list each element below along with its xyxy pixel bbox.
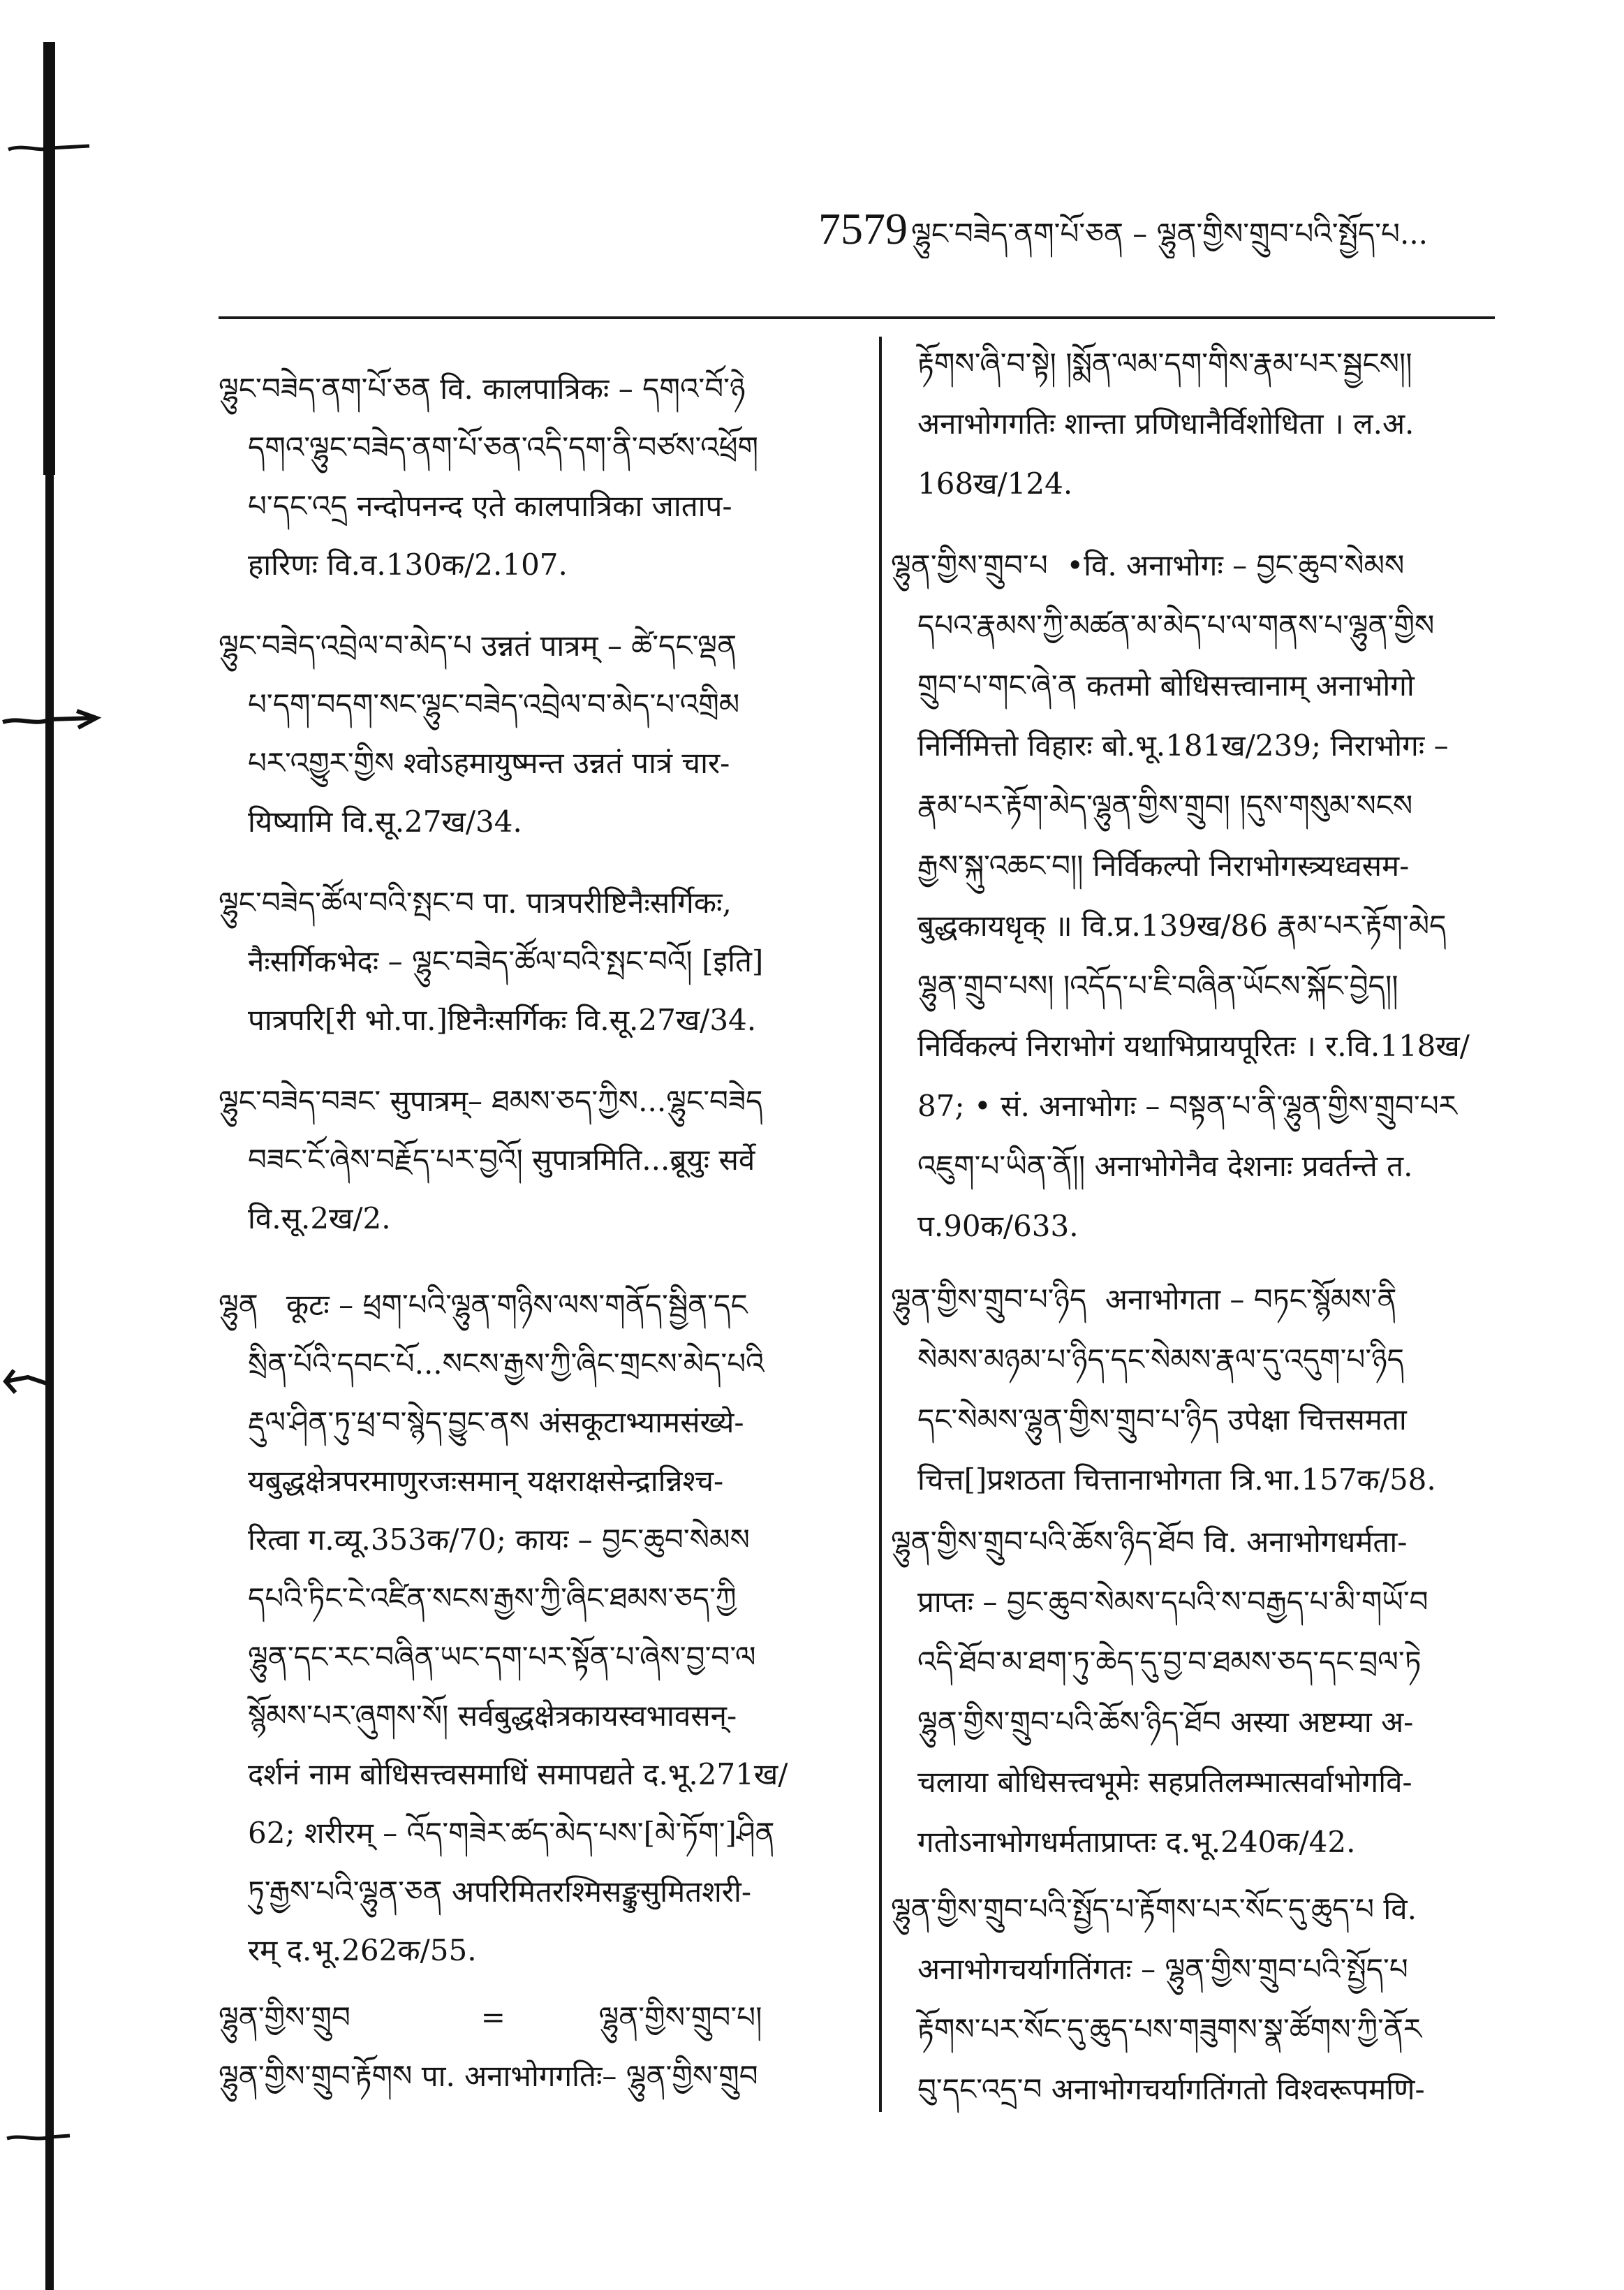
entry-headword-line: ལྷུན་གྱིས་གྲུབ་པའི་ཆོས་ཉིད་ཐོབ वि. अनाभोगधर्मता- xyxy=(891,1525,1408,1559)
entry-line: རྣམ་པར་རྟོག་མེད་ལྷུན་གྱིས་གྲུབ། །དུས་གསུམ་སངས xyxy=(917,788,1413,823)
entry-line: प्राप्तः – བྱང་ཆུབ་སེམས་དཔའི་ས་བརྒྱད་པ་མི་གཡོ་བ xyxy=(917,1585,1429,1619)
header-rule xyxy=(219,316,1495,319)
entry-line: དཔའི་ཏིང་ངེ་འཛིན་སངས་རྒྱས་ཀྱི་ཞིང་ཐམས་ཅད་ཀྱི xyxy=(248,1581,737,1615)
entry-line: ལྷུན་གྱིས་གྲུབ་པའི་ཆོས་ཉིད་ཐོབ अस्या अष्टम्या अ- xyxy=(917,1705,1414,1739)
entry-line: अनाभोगगतिः शान्ता प्रणिधानैर्विशोधिता । ल.अ. xyxy=(917,406,1415,441)
entry-line: དང་སེམས་ལྷུན་གྱིས་གྲུབ་པ་ཉིད उपेक्षा चित्तसमता xyxy=(917,1402,1407,1437)
dictionary-entry xyxy=(219,2047,841,2106)
entry-line: རྟོགས་པར་སོང་དུ་ཆུད་པས་གཟུགས་སྣ་ཚོགས་ཀྱི་ནོར xyxy=(917,2012,1422,2046)
binding-bar xyxy=(45,468,54,2290)
entry-line: निर्निमित्तो विहारः बो.भू.181ख/239; निराभोगः – xyxy=(917,728,1449,763)
right-column xyxy=(891,334,1497,2120)
entry-line: སྙོམས་པར་ཞུགས་སོ། सर्वबुद्धक्षेत्रकायस्वभावसन्- xyxy=(248,1698,737,1733)
entry-line: 168ख/124. xyxy=(917,467,1073,501)
entry-headword-line: ལྷུང་བཟེད་འབྲེལ་བ་མེད་པ उन्नतं पात्रम् – ཚེ་དང་ལྡན xyxy=(219,629,737,663)
entry-headword-line: ལྷུན་གྱིས་གྲུབ་རྟོགས पा. अनाभोगगतिः– ལྷུན་གྱིས་གྲུབ xyxy=(219,2059,758,2093)
entry-line: པ་དང་འདྲ नन्दोपनन्द एते कालपात्रिका जाताप- xyxy=(248,489,732,523)
entry-line: यिष्यामि वि.सू.27ख/34. xyxy=(248,805,522,839)
binding-edge xyxy=(0,0,112,2290)
entry-line: རྒྱས་སྐུ་འཆང་བ།། निर्विकल्पो निराभोगस्त्र्यध्वसम- xyxy=(917,849,1410,883)
dictionary-entry xyxy=(219,1988,841,2047)
entry-line: དཔའ་རྣམས་ཀྱི་མཚན་མ་མེད་པ་ལ་གནས་པ་ལྷུན་གྱིས xyxy=(917,608,1435,643)
entry-line: རྟོགས་ཞི་བ་སྟེ། །སྨོན་ལམ་དག་གིས་རྣམ་པར་སྦྱངས།། xyxy=(917,346,1412,381)
page-number: 7579 xyxy=(818,204,908,254)
entry-line: པར་འགྱུར་གྱིས श्वोऽहमायुष्मन्त उन्नतं पात्रं चार- xyxy=(248,746,730,780)
dictionary-entry xyxy=(891,1270,1497,1510)
column-divider xyxy=(879,337,882,2112)
entry-line: 87; • सं. अनाभोगः – བསྟན་པ་ནི་ལྷུན་གྱིས་གྲུབ་པར xyxy=(917,1089,1457,1123)
dictionary-entry xyxy=(219,617,841,851)
entry-headword-line: ལྷུན་གྱིས་གྲུབ་པ་ཉིད अनाभोगता – བཏང་སྙོམས་ནི xyxy=(891,1282,1397,1316)
dictionary-entry xyxy=(891,536,1497,1256)
entry-line: पात्रपरि[री भो.पा.]ष्टिनैःसर्गिकः वि.सू.27ख/34. xyxy=(248,1003,757,1037)
entry-line: འཇུག་པ་ཡིན་ནོ།། अनाभोगेनैव देशनाः प्रवर्तन्ते त. xyxy=(917,1149,1413,1183)
entry-headword-line: ལྷུང་བཟེད་ནག་པོ་ཅན वि. कालपात्रिकः – དགའ་བོ་ཉེ xyxy=(219,372,746,406)
dictionary-entry xyxy=(219,1072,841,1248)
entry-line: गतोऽनाभोगधर्मताप्राप्तः द.भू.240क/42. xyxy=(917,1825,1356,1859)
entry-line: སེམས་མཉམ་པ་ཉིད་དང་སེམས་རྣལ་དུ་འདུག་པ་ཉིད xyxy=(917,1342,1404,1377)
entry-line: नैःसर्गिकभेदः – ལྷུང་བཟེད་ཚོལ་བའི་སྤང་བའོ། [इति] xyxy=(248,944,764,978)
dictionary-entry xyxy=(219,360,841,594)
entry-line: हारिणः वि.व.130क/2.107. xyxy=(248,548,568,582)
entry-line: यबुद्धक्षेत्रपरमाणुरजःसमान् यक्षराक्षसेन्द्रान्निश्च- xyxy=(248,1464,724,1498)
binding-tick xyxy=(6,1370,49,1393)
entry-headword-line: ལྷུན कूटः – ཕྲག་པའི་ལྷུན་གཉིས་ལས་གནོད་སྦྱིན་དང xyxy=(219,1288,748,1322)
entry-line: अनाभोगचर्यागतिंगतः – ལྷུན་གྱིས་གྲུབ་པའི་སྤྱོད་པ xyxy=(917,1952,1408,1986)
running-head: ལྷུང་བཟེད་ནག་པོ་ཅན – ལྷུན་གྱིས་གྲུབ་པའི་སྤྱོད་པ... xyxy=(911,216,1429,251)
entry-line: སྲིན་པོའི་དབང་པོ...སངས་རྒྱས་ཀྱི་ཞིང་གྲངས་མེད་པའི xyxy=(248,1346,765,1381)
entry-line: दर्शनं नाम बोधिसत्त्वसमाधिं समापद्यते द.भू.271ख/ xyxy=(248,1757,788,1791)
entry-headword-line: ལྷུན་གྱིས་གྲུབ་པའི་སྤྱོད་པ་རྟོགས་པར་སོང་དུ་ཆུད་པ वि. xyxy=(891,1892,1417,1926)
entry-line: པ་དག་བདག་སང་ལྷུང་བཟེད་འབྲེལ་བ་མེད་པ་འགྲིམ xyxy=(248,687,740,721)
entry-line: ལྷུན་དང་རང་བཞིན་ཡང་དག་པར་སྟོན་པ་ཞེས་བྱ་བ་ལ xyxy=(248,1640,756,1674)
entry-line: रित्वा ग.व्यू.353क/70; कायः – བྱང་ཆུབ་སེམས xyxy=(248,1522,750,1557)
dictionary-entry xyxy=(891,334,1497,514)
entry-line: प.90क/633. xyxy=(917,1209,1079,1243)
entry-line: ལྷུན་གྲུབ་པས། །འདོད་པ་ཇི་བཞིན་ཡོངས་སྐོང་བྱེད།། xyxy=(917,969,1398,1003)
binding-tick xyxy=(7,2136,70,2138)
entry-line: वि.सू.2ख/2. xyxy=(248,1201,391,1235)
entry-headword-line: ལྷུན་གྱིས་གྲུབ་པ •वि. अनाभोगः – བྱང་ཆུབ་སེམས xyxy=(891,548,1405,582)
entry-line: निर्विकल्पं निराभोगं यथाभिप्रायपूरितः । र.वि.118ख/ xyxy=(917,1029,1470,1063)
entry-line: གྲུབ་པ་གང་ཞེ་ན कतमो बोधिसत्त्वानाम् अनाभोगो xyxy=(917,668,1415,703)
entry-line: ཏུ་རྒྱས་པའི་ལྷུན་ཅན अपरिमितरश्मिसङ्कुसुमितशरी- xyxy=(248,1874,752,1909)
dictionary-entry xyxy=(891,1879,1497,2120)
left-column xyxy=(219,360,841,2106)
dictionary-entry xyxy=(219,874,841,1050)
entry-line: བཟང་ངོ་ཞེས་བརྗོད་པར་བྱའོ། सुपात्रमिति...ब्रूयुः सर्वे xyxy=(248,1143,755,1177)
entry-line: बुद्धकायधृक् ॥ वि.प्र.139ख/86 རྣམ་པར་རྟོག་མེད xyxy=(917,909,1447,943)
entry-line: རྡུལ་ཤིན་ཏུ་ཕྲ་བ་སྙེད་བྱུང་ནས अंसकूटाभ्यामसंख्ये- xyxy=(248,1405,744,1439)
entry-line: འདི་ཐོབ་མ་ཐག་ཏུ་ཆེད་དུ་བྱ་བ་ཐམས་ཅད་དང་བྲལ་ཏེ xyxy=(917,1645,1422,1679)
binding-bar-top xyxy=(43,42,55,475)
entry-line: चित्त[]प्रशठता चित्तानाभोगता त्रि.भा.157क/58. xyxy=(917,1462,1436,1497)
dictionary-entry xyxy=(219,1276,841,1980)
entry-headword-line: ལྷུང་བཟེད་ཚོལ་བའི་སྤང་བ पा. पात्रपरीष्टिनैःसर्गिकः, xyxy=(219,886,732,920)
entry-line: चलाया बोधिसत्त्वभूमेः सहप्रतिलम्भात्सर्वाभोगवि- xyxy=(917,1765,1412,1799)
entry-line: དགའ་ལྷུང་བཟེད་ནག་པོ་ཅན་འདི་དག་ནི་བཙས་འཕྲོག xyxy=(248,430,759,464)
entry-line: བུ་དང་འདྲ་བ अनाभोगचर्यागतिंगतो विश्वरूपमणि- xyxy=(917,2072,1425,2106)
entry-line: रम् द.भू.262क/55. xyxy=(248,1933,477,1967)
entry-headword-line: ལྷུང་བཟེད་བཟང་ सुपात्रम्– ཐམས་ཅད་ཀྱིས...ལྷུང་བཟེད xyxy=(219,1084,763,1118)
entry-headword-line: ལྷུན་གྱིས་གྲུབ = ལྷུན་གྱིས་གྲུབ་པ། xyxy=(219,2000,762,2034)
dictionary-entry xyxy=(891,1512,1497,1872)
entry-line: 62; शरीरम् – འོད་གཟེར་ཚད་མེད་པས་[མེ་ཏོག་]ཤིན xyxy=(248,1816,775,1850)
